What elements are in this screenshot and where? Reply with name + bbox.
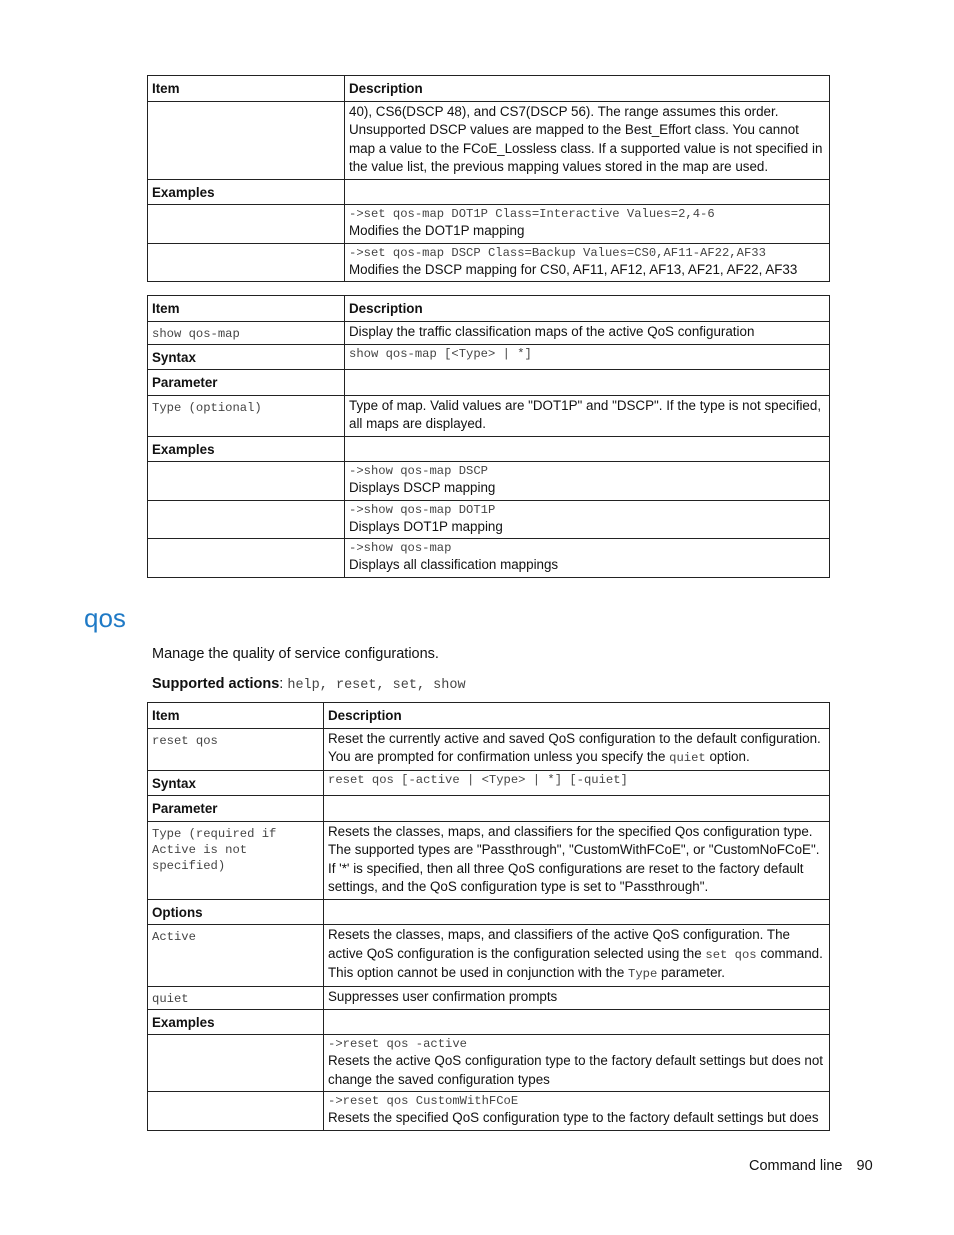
example-cell [345,243,830,282]
example-command: ->set qos-map DOT1P Class=Interactive Values=2,4-6 [349,207,715,221]
table-row [148,1092,830,1131]
table-row [148,243,830,282]
command-description: Display the traffic classification maps of the active QoS configuration [345,321,830,344]
inline-code-set-qos: set qos [705,947,757,962]
header-item: Item [148,76,345,102]
table-row [148,899,830,925]
empty-cell [148,500,345,539]
example-description: Displays DOT1P mapping [349,518,503,534]
empty-cell [148,205,345,244]
inline-code-quiet: quiet [669,751,706,765]
page-footer [749,1158,873,1174]
table-row [148,205,830,244]
example-cell [345,205,830,244]
example-command: ->show qos-map DSCP [349,464,488,478]
table-row [148,986,830,1009]
table-row [148,101,830,179]
example-cell [324,1035,830,1092]
table-row [148,770,830,796]
table-row [148,796,830,822]
syntax-label: Syntax [148,344,345,370]
example-description: Displays DSCP mapping [349,480,496,495]
table-row [148,728,830,770]
inline-code-type: Type [628,967,658,981]
syntax-text: show qos-map [<Type> | *] [345,344,830,370]
table-row [148,436,830,462]
header-item: Item [148,296,345,322]
empty-cell [148,539,345,578]
example-command: ->set qos-map DSCP Class=Backup Values=CS0,AF11-AF22,AF33 [349,245,766,260]
footer-label: Command line [749,1158,843,1174]
table-row [148,344,830,370]
empty-cell [148,243,345,282]
header-description: Description [345,296,830,322]
example-cell [345,539,830,578]
example-description: Resets the specified QoS configuration type to the factory default settings but does [328,1110,819,1125]
examples-label: Examples [148,436,345,462]
table-row [148,462,830,501]
table-row [148,539,830,578]
set-qos-map-table [147,75,830,282]
command-description-part: Reset the currently active and saved QoS configuration to the default configuration. You are prompted for confirmation unless you specify the [328,730,821,764]
empty-cell [148,101,345,179]
example-cell [345,500,830,539]
option-quiet-name: quiet [148,986,324,1009]
example-description: Modifies the DOT1P mapping [349,223,525,238]
empty-cell [345,179,830,205]
example-description: Displays all classification mappings [349,557,559,572]
reset-qos-table [147,702,830,1131]
example-command: ->show qos-map [349,541,452,555]
empty-cell [324,796,830,822]
command-name: reset qos [148,728,324,770]
table-row [148,821,830,899]
example-cell [324,1092,830,1131]
parameter-name: Type (optional) [148,395,345,436]
example-description: Modifies the DSCP mapping for CS0, AF11, AF12, AF13, AF21, AF22, AF33 [349,261,798,277]
table-row [148,1009,830,1035]
empty-cell [324,1009,830,1035]
section-intro: Manage the quality of service configurations. [152,646,439,662]
table-header-row [148,76,830,102]
example-command: ->reset qos CustomWithFCoE [328,1094,519,1108]
section-title: qos [84,603,126,633]
option-description-part: Resets the classes, maps, and classifiers of the active QoS configuration. The active QoS configuration is the configuration selected using the [328,927,790,961]
parameter-label: Parameter [148,370,345,396]
empty-cell [148,462,345,501]
supported-actions [152,676,466,693]
empty-cell [345,436,830,462]
table-header-row [148,703,830,729]
table-row [148,370,830,396]
table-row [148,179,830,205]
supported-actions-label: Supported actions [152,676,280,692]
example-command: ->show qos-map DOT1P [349,502,496,517]
table-row [148,1035,830,1092]
continuation-text: 40), CS6(DSCP 48), and CS7(DSCP 56). The range assumes this order. Unsupported DSCP values are mapped to the Best_Effort class. You cannot map a value to the FCoE_Lossless class. If a supported value is not specified in the value list, the previous mapping values stored in the map are used. [345,101,830,179]
supported-actions-list: help, reset, set, show [287,678,466,693]
example-command: ->reset qos -active [328,1037,467,1051]
example-cell [345,462,830,501]
header-item: Item [148,703,324,729]
empty-cell [148,1092,324,1131]
table-row [148,925,830,987]
option-description-part: parameter. [657,965,725,980]
option-active-description [324,925,830,987]
empty-cell [324,899,830,925]
parameter-name: Type (required if Active is not specified) [148,821,324,899]
command-description-part: option. [705,749,750,764]
actions-separator: : [279,676,288,692]
show-qos-map-table [147,295,830,578]
table-row [148,395,830,436]
option-quiet-description: Suppresses user confirmation prompts [324,986,830,1009]
option-description-part: command. This option cannot be used in conjunction with the [328,945,823,980]
header-description: Description [324,703,830,729]
page-number: 90 [856,1158,873,1174]
table-header-row [148,296,830,322]
syntax-label: Syntax [148,770,324,796]
command-name: show qos-map [148,321,345,344]
example-description: Resets the active QoS configuration type to the factory default settings but does not change the saved configuration types [328,1053,824,1087]
parameter-description: Type of map. Valid values are "DOT1P" and "DSCP". If the type is not specified, all maps are displayed. [345,395,830,436]
parameter-description: Resets the classes, maps, and classifiers for the specified Qos configuration type. The supported types are "Passthrough", "CustomWithFCoE", or "CustomNoFCoE". If '*' is specified, then all three QoS configurations are reset to the factory default settings, and the QoS configuration type is set to "Passthrough". [324,821,830,899]
command-description [324,728,830,770]
examples-label: Examples [148,1009,324,1035]
empty-cell [345,370,830,396]
options-label: Options [148,899,324,925]
syntax-text: reset qos [-active | <Type> | *] [-quiet] [324,770,830,796]
option-active-name: Active [148,925,324,987]
table-row [148,500,830,539]
empty-cell [148,1035,324,1092]
parameter-label: Parameter [148,796,324,822]
table-row [148,321,830,344]
header-description: Description [345,76,830,102]
examples-label: Examples [148,179,345,205]
